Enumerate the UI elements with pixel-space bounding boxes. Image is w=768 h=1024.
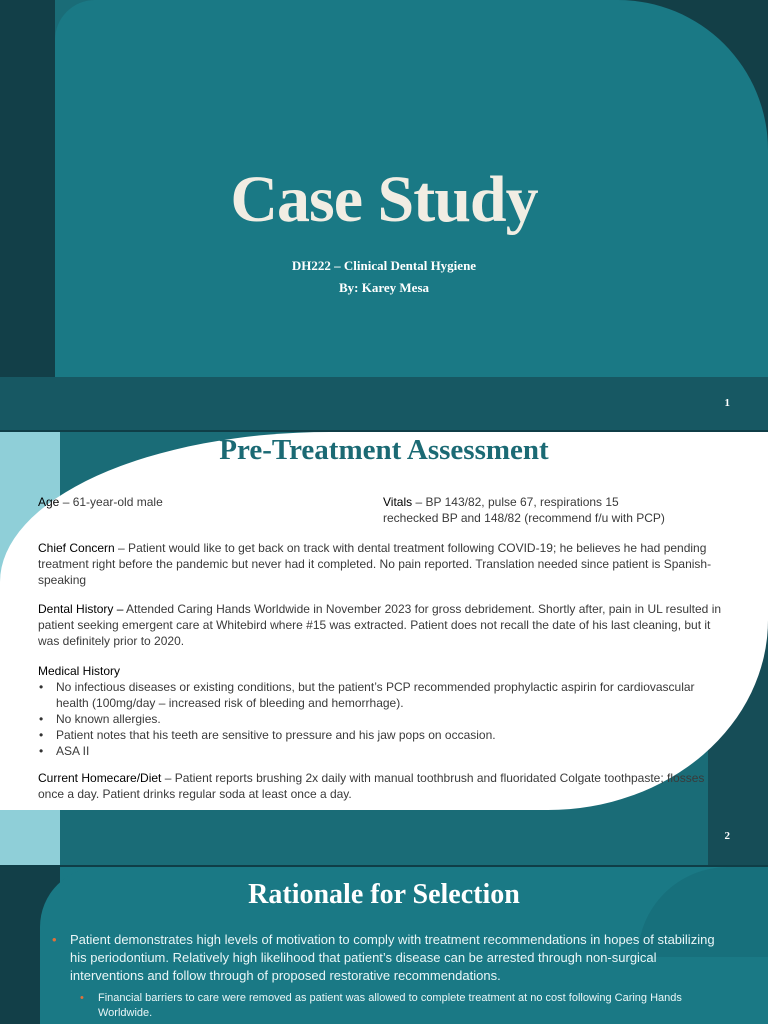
slide-2-content <box>0 432 768 810</box>
rationale-sub-bullet <box>80 991 728 1021</box>
bullet-icon: • <box>52 932 57 947</box>
vitals-field <box>383 494 753 526</box>
dental-history-label: Dental History – <box>38 602 124 616</box>
dental-history <box>38 601 728 649</box>
slide-1-course: DH222 – Clinical Dental Hygiene <box>291 258 477 273</box>
age-field <box>38 494 358 510</box>
slide-2 <box>0 432 768 865</box>
list-item: • ASA II <box>56 743 728 759</box>
chief-concern <box>38 540 728 588</box>
slide-1 <box>0 0 768 430</box>
bullet-icon: • <box>80 992 84 1004</box>
list-item: • No infectious diseases or existing conditions, but the patient’s PCP recommended prophylactic aspirin for cardiovascular health (100mg/day – increased risk of bleeding and hemorrhage). <box>56 679 728 711</box>
vitals-line-2: rechecked BP and 148/82 (recommend f/u with PCP) <box>383 511 665 525</box>
rationale-bullet <box>52 931 730 985</box>
dental-history-text: Attended Caring Hands Worldwide in November 2023 for gross debridement. Shortly after, pain in UL resulted in patient seeking emergent care at Whitebird where #15 was extracted. Patient does not recall the date of his last cleaning, but it was definitely prior to 2020. <box>38 602 722 648</box>
rationale-bullet-text: Patient demonstrates high levels of motivation to comply with treatment recommendations in hopes of stabilizing his periodontium. Relatively high likelihood that patient’s disease can be arrested through non-surgical interventions and follow through of proposed restorative recommendations. <box>70 932 715 983</box>
homecare-label: Current Homecare/Diet <box>38 771 162 785</box>
slide-3 <box>0 867 768 1024</box>
list-item: • No known allergies. <box>56 711 728 727</box>
medical-history-list <box>38 679 728 759</box>
age-label: Age <box>38 495 60 509</box>
age-value: – 61-year-old male <box>59 495 163 509</box>
list-item: • Patient notes that his teeth are sensitive to pressure and his jaw pops on occasion. <box>56 727 728 743</box>
current-homecare <box>38 770 728 802</box>
homecare-text: – Patient reports brushing 2x daily with manual toothbrush and fluoridated Colgate toothpaste; flosses once a day. Patient drinks regular soda at least once a day. <box>38 771 705 801</box>
chief-concern-label: Chief Concern <box>38 541 115 555</box>
vitals-label: Vitals <box>383 495 413 509</box>
vitals-line-1: – BP 143/82, pulse 67, respirations 15 <box>412 495 619 509</box>
slide-2-page-number: 2 <box>724 830 730 842</box>
chief-concern-text: – Patient would like to get back on track with dental treatment following COVID-19; he believes he had pending treatment right before the pandemic but never had it completed. No pain reported. Translation needed since patient is Spanish-speaking <box>38 541 712 587</box>
slide-1-author: By: Karey Mesa <box>338 280 430 295</box>
rationale-sub-bullet-text: Financial barriers to care were removed as patient was allowed to complete treatment at no cost following Caring Hands Worldwide. <box>98 992 682 1019</box>
slide-2-title: Pre-Treatment Assessment <box>219 434 549 466</box>
slide-3-title: Rationale for Selection <box>248 879 520 910</box>
medical-history-label: Medical History <box>38 664 121 678</box>
slide-1-footer-band <box>0 377 768 430</box>
slide-1-page-number: 1 <box>724 397 730 409</box>
slide-1-title: Case Study <box>230 163 538 236</box>
medical-history <box>38 663 728 759</box>
